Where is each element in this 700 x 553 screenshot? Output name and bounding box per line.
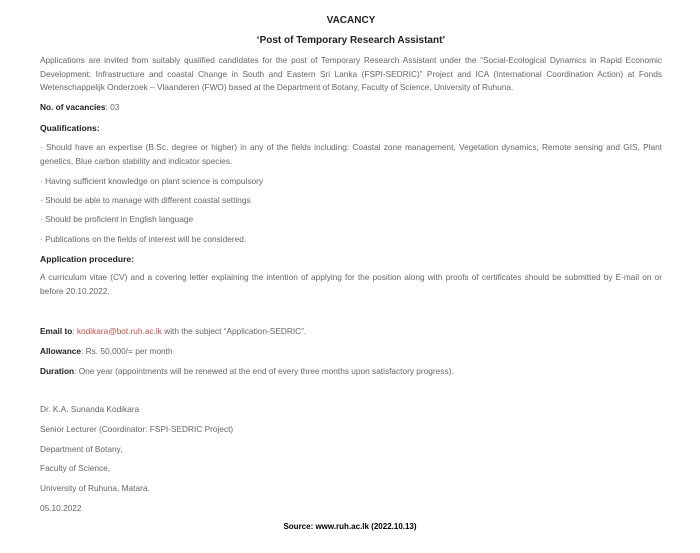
allowance-label: Allowance <box>40 346 82 356</box>
qualification-item: · Having sufficient knowledge on plant science is compulsory <box>40 176 264 186</box>
source-caption: Source: www.ruh.ac.lk (2022.10.13) <box>283 522 417 531</box>
document-title: VACANCY <box>326 15 376 26</box>
duration-value: : One year (appointments will be renewed at the end of every three months upon satisfactory progress). <box>74 366 454 376</box>
qualification-item: · Publications on the fields of interest will be considered. <box>40 234 247 244</box>
email-label: Email to <box>40 326 73 336</box>
qualification-item: · Should have an expertise (B.Sc. degree or higher) in any of the fields including: Coastal zone management, Vegetation dynamics, Remote sensing and GIS, Plant genetics, Blue carbon stability and indicator species. <box>40 142 662 166</box>
vacancies-value: : 03 <box>105 102 120 112</box>
document-subtitle: ‘Post of Temporary Research Assistant’ <box>256 35 446 46</box>
email-link[interactable]: kodikara@bot.ruh.ac.lk <box>76 326 162 336</box>
allowance-value: : Rs. 50,000/= per month <box>81 346 173 356</box>
email-line: Email to: kodikara@bot.ruh.ac.lk with the subject “Application-SEDRIC”. <box>40 326 307 336</box>
allowance-line <box>40 346 173 356</box>
intro-paragraph: Applications are invited from suitably qualified candidates for the post of Temporary Research Assistant under the “Social-Ecological Dynamics in Rapid Economic Development: Infrastructure and coastal Change in South and Eastern Sri Lanka (FSPI-SEDRIC)” Project and ICA (International Coordination Action) at Fonds Wetenschappelijk Onderzoek – Vlaanderen (FWO) based at the Department of Botany, Faculty of Science, University of Ruhuna. <box>40 55 662 92</box>
duration-label: Duration <box>40 366 75 376</box>
vacancies-label: No. of vacancies <box>40 102 106 112</box>
procedure-text: A curriculum vitae (CV) and a covering letter explaining the intention of applying for the position along with proofs of certificates should be submitted by E-mail on or before 20.10.2022. <box>40 272 662 296</box>
signature-faculty: Faculty of Science, <box>40 463 111 473</box>
signature-position: Senior Lecturer (Coordinator: FSPI-SEDRIC Project) <box>40 424 234 434</box>
signature-university: University of Ruhuna, Matara. <box>40 483 150 493</box>
qualification-item: · Should be proficient in English language <box>40 214 194 224</box>
signature-date: 05.10.2022 <box>40 503 82 513</box>
vacancies-line <box>40 102 119 112</box>
signature-department: Department of Botany, <box>40 444 123 454</box>
signature-name: Dr. K.A. Sunanda Kodikara <box>40 404 140 414</box>
duration-line <box>40 366 454 376</box>
qualification-item: · Should be able to manage with different coastal settings <box>40 195 251 205</box>
procedure-heading: Application procedure: <box>40 254 135 264</box>
qualifications-heading: Qualifications: <box>40 123 100 133</box>
